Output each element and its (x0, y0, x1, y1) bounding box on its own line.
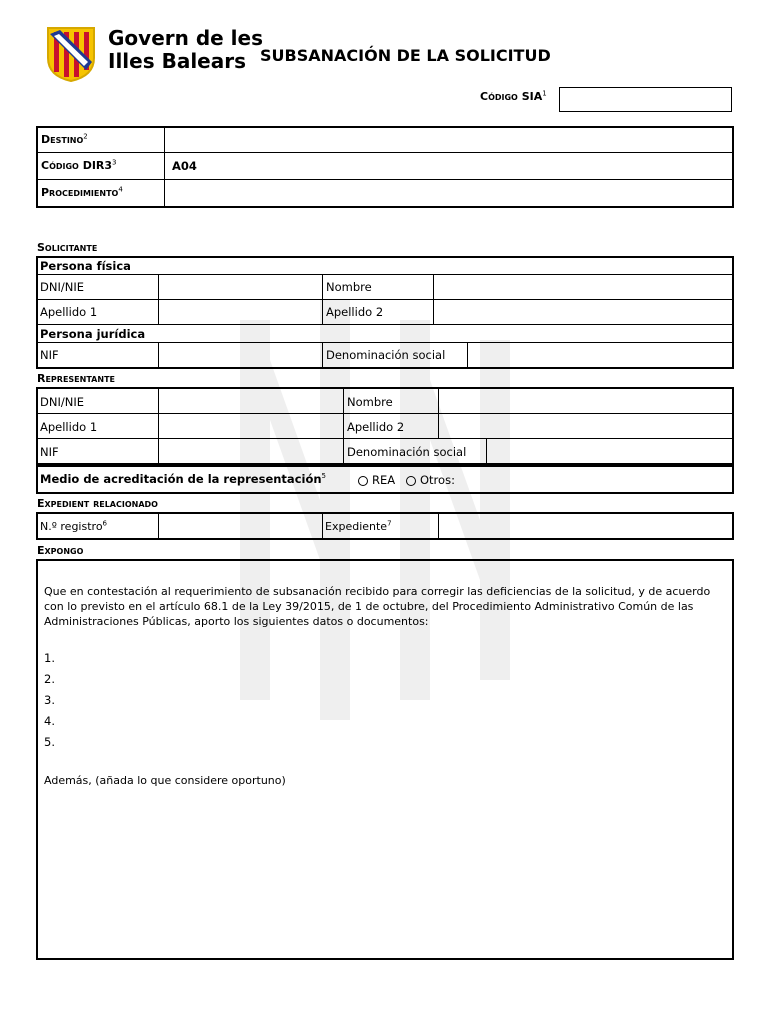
rea-radio-icon (358, 476, 368, 486)
expediente-label: Expediente$^7$ (325, 519, 392, 533)
rep-denominacion-field[interactable] (487, 439, 732, 463)
rep-dni-label: DNI/NIE (40, 395, 84, 409)
rep-nombre-label: Nombre (347, 395, 393, 409)
sol-apellido2-label: Apellido 2 (326, 305, 384, 319)
procedimiento-label: Procedimiento$^4$ (41, 185, 123, 199)
sol-apellido1-label: Apellido 1 (40, 305, 98, 319)
procedimiento-field[interactable] (166, 181, 732, 206)
rep-denominacion-label: Denominación social (347, 445, 467, 459)
destino-label: Destino$^2$ (41, 132, 88, 146)
rep-apellido1-label: Apellido 1 (40, 420, 98, 434)
dir3-label: Código $DIR3^3$ (41, 158, 117, 172)
rep-apellido1-field[interactable] (159, 414, 342, 437)
sol-apellido2-field[interactable] (434, 300, 732, 323)
persona-juridica-heading: Persona jurídica (40, 327, 146, 341)
rep-apellido2-label: Apellido 2 (347, 420, 405, 434)
rep-nombre-field[interactable] (439, 389, 732, 412)
rea-option[interactable] (358, 473, 395, 487)
expongo-section-label: Expongo (37, 544, 84, 557)
list-item: 4. (44, 714, 55, 728)
destino-field[interactable] (166, 128, 732, 151)
sol-nif-field[interactable] (159, 343, 321, 367)
sol-nif-label: NIF (40, 348, 59, 362)
expongo-paragraph: Que en contestación al requerimiento de subsanación recibido para corregir las deficiencias de la solicitud, y de acuerdo con lo previsto en el artículo 68.1 de la Ley 39/2015, de 1 de octubre, del Procedimiento Administrativo Común de las Administraciones Públicas, aporto los siguientes datos o documentos: (44, 585, 711, 628)
rep-nif-label: NIF (40, 445, 59, 459)
representante-section-label: Representante (37, 372, 115, 385)
expediente-field[interactable] (439, 514, 732, 538)
logo-line-1: Govern de les (108, 26, 263, 50)
sol-denominacion-label: Denominación social (326, 348, 446, 362)
medio-acreditacion-label: Medio de acreditación de la representación$^5$ (40, 472, 327, 486)
sol-nombre-label: Nombre (326, 280, 372, 294)
sia-code-field[interactable] (559, 87, 732, 112)
expediente-section-label: Expedient relacionado (37, 497, 158, 510)
sol-nombre-field[interactable] (434, 275, 732, 298)
govern-shield-logo (46, 26, 96, 82)
persona-fisica-heading: Persona física (40, 259, 131, 273)
rep-nif-field[interactable] (159, 439, 342, 463)
ademas-text: Además, (añada lo que considere oportuno) (44, 774, 286, 787)
registro-label: N.º registro$^6$ (40, 519, 108, 533)
sol-apellido1-field[interactable] (159, 300, 321, 323)
rep-dni-field[interactable] (159, 389, 342, 412)
logo-line-2: Illes Balears (108, 49, 247, 73)
sol-dni-field[interactable] (159, 275, 321, 298)
dir3-value[interactable]: A04 (172, 159, 197, 173)
govern-logo-text (108, 27, 263, 73)
sia-label: Código SIA$^1$ (480, 89, 547, 103)
registro-field[interactable] (159, 514, 321, 538)
list-item: 1. (44, 651, 55, 665)
list-item: 3. (44, 693, 55, 707)
form-title: SUBSANACIÓN DE LA SOLICITUD (260, 46, 551, 65)
rep-apellido2-field[interactable] (439, 414, 732, 437)
sol-dni-label: DNI/NIE (40, 280, 84, 294)
otros-option[interactable] (406, 473, 455, 487)
otros-option-label: Otros: (420, 473, 455, 487)
otros-radio-icon (406, 476, 416, 486)
solicitante-section-label: Solicitante (37, 241, 98, 254)
list-item: 5. (44, 735, 55, 749)
list-item: 2. (44, 672, 55, 686)
sol-denominacion-field[interactable] (468, 343, 732, 367)
rea-option-label: REA (372, 473, 396, 487)
